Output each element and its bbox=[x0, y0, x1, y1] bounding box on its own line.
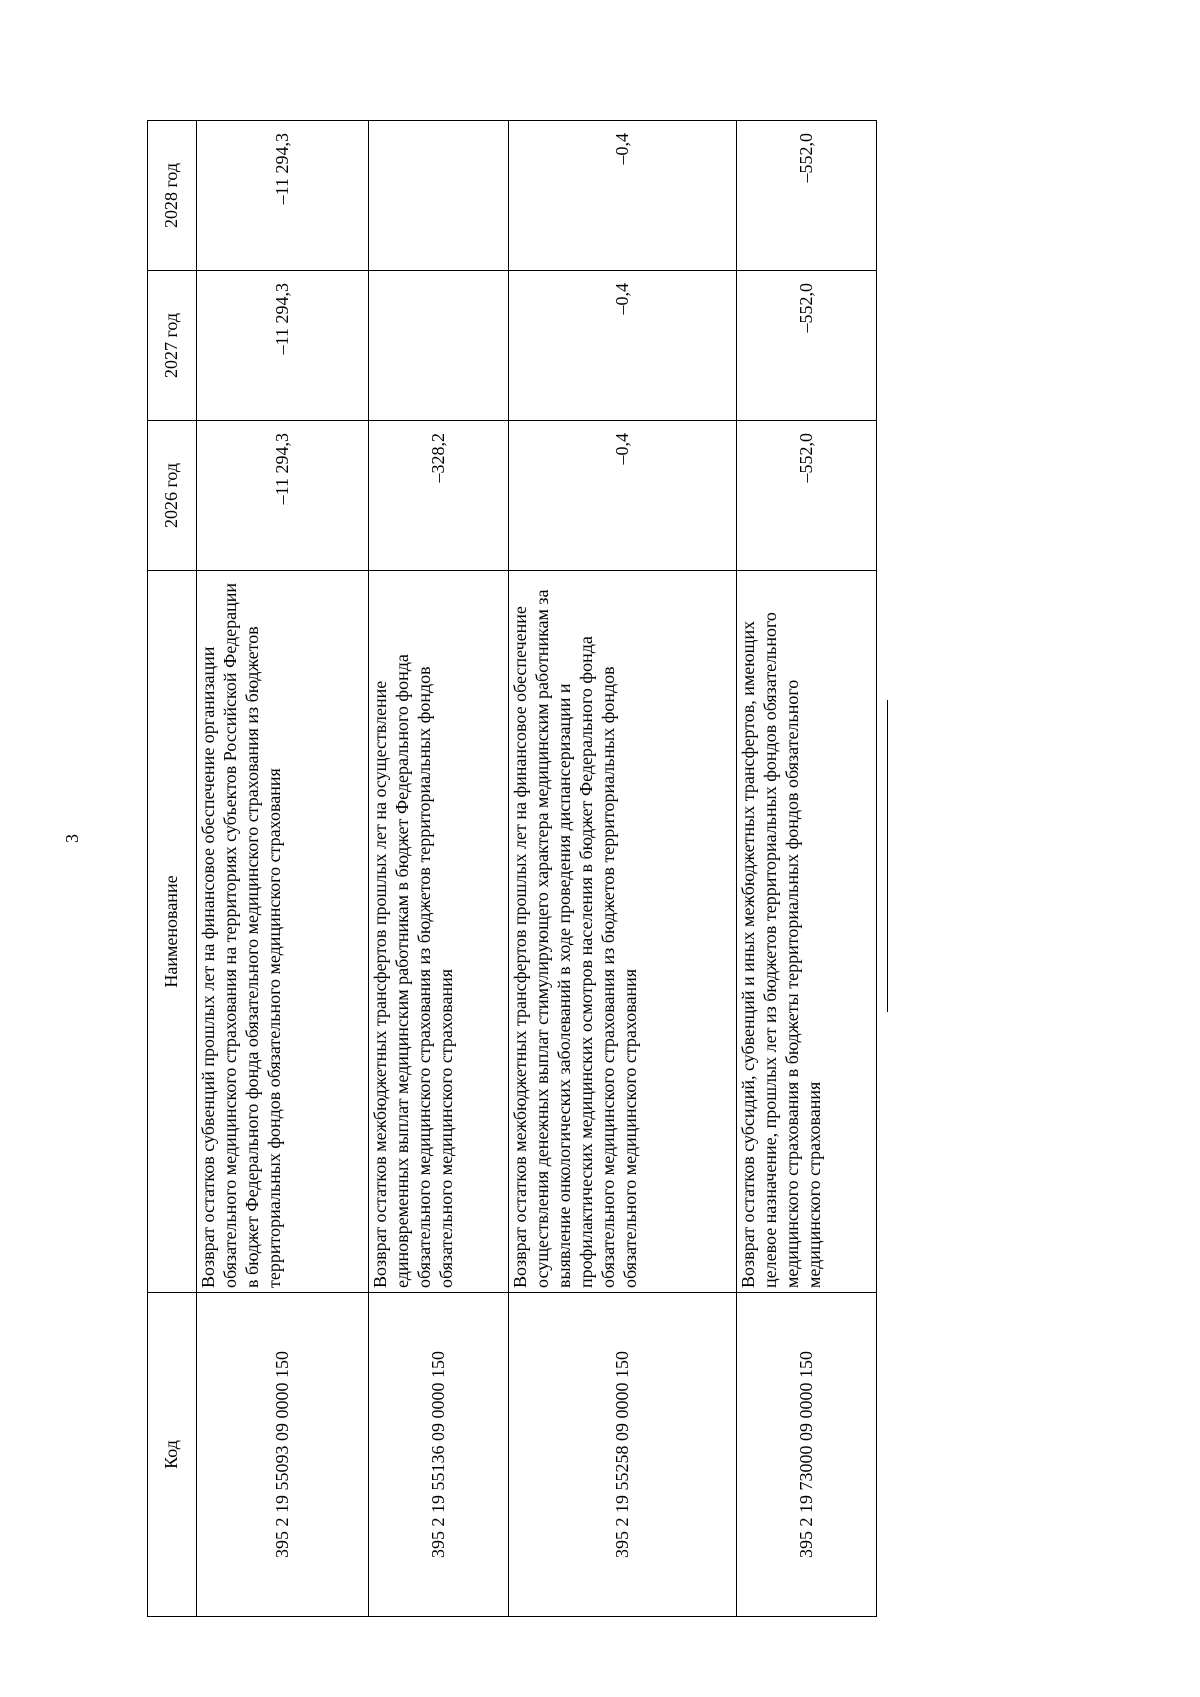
table-row bbox=[369, 121, 509, 1617]
row-name: Возврат остатков межбюджетных трансфертов прошлых лет на финансовое обеспечение осуществления денежных выплат стимулирующего характера медицинским работникам за выявление онкологических заболеваний в ходе проведения диспансеризации и профилактических медицинских осмотров населения в бюджет Федерального фонда обязательного медицинского страхования из бюджетов территориальных фондов обязательного медицинского страхования bbox=[509, 571, 737, 1293]
row-value-2026: –11 294,3 bbox=[197, 421, 369, 571]
header-code: Код bbox=[148, 1293, 197, 1617]
row-value-2026: –328,2 bbox=[369, 421, 509, 571]
row-value-2026: –0,4 bbox=[509, 421, 737, 571]
table-row bbox=[197, 121, 369, 1617]
row-value-2027: –11 294,3 bbox=[197, 271, 369, 421]
row-value-2027: –0,4 bbox=[509, 271, 737, 421]
row-value-2028: –0,4 bbox=[509, 121, 737, 271]
row-name: Возврат остатков субсидий, субвенций и иных межбюджетных трансфертов, имеющих целевое назначение, прошлых лет из бюджетов территориальных фондов обязательного медицинского страхования в бюджеты территориальных фондов обязательного медицинского страхования bbox=[737, 571, 877, 1293]
row-value-2028 bbox=[369, 121, 509, 271]
header-2027: 2027 год bbox=[148, 271, 197, 421]
row-value-2027 bbox=[369, 271, 509, 421]
row-name: Возврат остатков субвенций прошлых лет на финансовое обеспечение организации обязательного медицинского страхования на территориях субъектов Российской Федерации в бюджет Федерального фонда обязательного медицинского страхования из бюджетов территориальных фондов обязательного медицинского страхования bbox=[197, 571, 369, 1293]
row-name: Возврат остатков межбюджетных трансфертов прошлых лет на осуществление единовременных выплат медицинским работникам в бюджет Федерального фонда обязательного медицинского страхования из бюджетов территориальных фондов обязательного медицинского страхования bbox=[369, 571, 509, 1293]
row-code: 395 2 19 73000 09 0000 150 bbox=[737, 1293, 877, 1617]
row-code: 395 2 19 55093 09 0000 150 bbox=[197, 1293, 369, 1617]
budget-table bbox=[147, 120, 877, 1617]
row-value-2026: –552,0 bbox=[737, 421, 877, 571]
table-row bbox=[737, 121, 877, 1617]
row-code: 395 2 19 55258 09 0000 150 bbox=[509, 1293, 737, 1617]
header-2026: 2026 год bbox=[148, 421, 197, 571]
row-code: 395 2 19 55136 09 0000 150 bbox=[369, 1293, 509, 1617]
header-2028: 2028 год bbox=[148, 121, 197, 271]
row-value-2027: –552,0 bbox=[737, 271, 877, 421]
end-separator-line bbox=[887, 700, 888, 1012]
page-number: 3 bbox=[62, 834, 82, 843]
budget-table-rotated bbox=[147, 123, 875, 1617]
row-value-2028: –11 294,3 bbox=[197, 121, 369, 271]
row-value-2028: –552,0 bbox=[737, 121, 877, 271]
table-header-row bbox=[148, 121, 197, 1617]
table-row bbox=[509, 121, 737, 1617]
header-name: Наименование bbox=[148, 571, 197, 1293]
